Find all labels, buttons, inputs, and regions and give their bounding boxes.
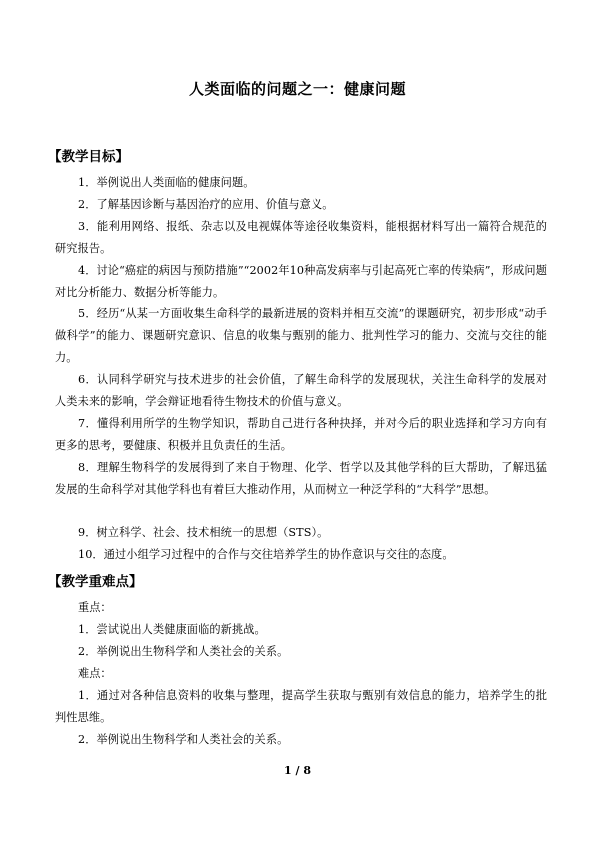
key-points-label: 重点： bbox=[78, 601, 112, 614]
page-number: 1 / 8 bbox=[284, 764, 311, 777]
objective-item: 4．讨论“癌症的病因与预防措施”“2002年10种高发病率与引起高死亡率的传染病”，形成问题对比分析能力、数据分析等能力。 bbox=[55, 264, 547, 299]
objective-item: 8．理解生物科学的发展得到了来自于物理、化学、哲学以及其他学科的巨大帮助，了解迅猛发展的生命科学对其他学科也有着巨大推动作用，从而树立一种泛学科的“大科学”思想。 bbox=[55, 461, 547, 496]
section-heading-objectives: 【教学目标】 bbox=[48, 149, 129, 165]
document-title: 人类面临的问题之一：健康问题 bbox=[188, 80, 406, 98]
objective-item: 5．经历“从某一方面收集生命科学的最新进展的资料并相互交流”的课题研究，初步形成“动手做科学”的能力、课题研究意识、信息的收集与甄别的能力、批判性学习的能力、交流与交往的能力。 bbox=[55, 307, 547, 364]
objective-item: 2．了解基因诊断与基因治疗的应用、价值与意义。 bbox=[78, 198, 334, 211]
objective-item: 1．举例说出人类面临的健康问题。 bbox=[78, 176, 255, 189]
section-heading-key-points: 【教学重难点】 bbox=[48, 574, 143, 590]
objective-item: 9．树立科学、社会、技术相统一的思想（STS）。 bbox=[78, 526, 329, 539]
difficult-point-item: 1．通过对各种信息资料的收集与整理，提高学生获取与甄别有效信息的能力，培养学生的批判性思维。 bbox=[55, 689, 547, 724]
objective-item: 6．认同科学研究与技术进步的社会价值，了解生命科学的发展现状，关注生命科学的发展对人类未来的影响，学会辩证地看待生物技术的价值与意义。 bbox=[55, 373, 547, 408]
difficult-points-label: 难点： bbox=[78, 667, 112, 680]
key-point-item: 2．举例说出生物科学和人类社会的关系。 bbox=[78, 645, 289, 658]
objective-item: 3．能利用网络、报纸、杂志以及电视媒体等途径收集资料，能根据材料写出一篇符合规范的研究报告。 bbox=[55, 220, 547, 255]
difficult-point-item: 2．举例说出生物科学和人类社会的关系。 bbox=[78, 733, 289, 746]
objective-item: 10．通过小组学习过程中的合作与交往培养学生的协作意识与交往的态度。 bbox=[78, 548, 454, 561]
key-point-item: 1．尝试说出人类健康面临的新挑战。 bbox=[78, 623, 266, 636]
objective-item: 7．懂得利用所学的生物学知识，帮助自己进行各种抉择，并对今后的职业选择和学习方向有更多的思考，要健康、积极并且负责任的生活。 bbox=[55, 417, 547, 452]
